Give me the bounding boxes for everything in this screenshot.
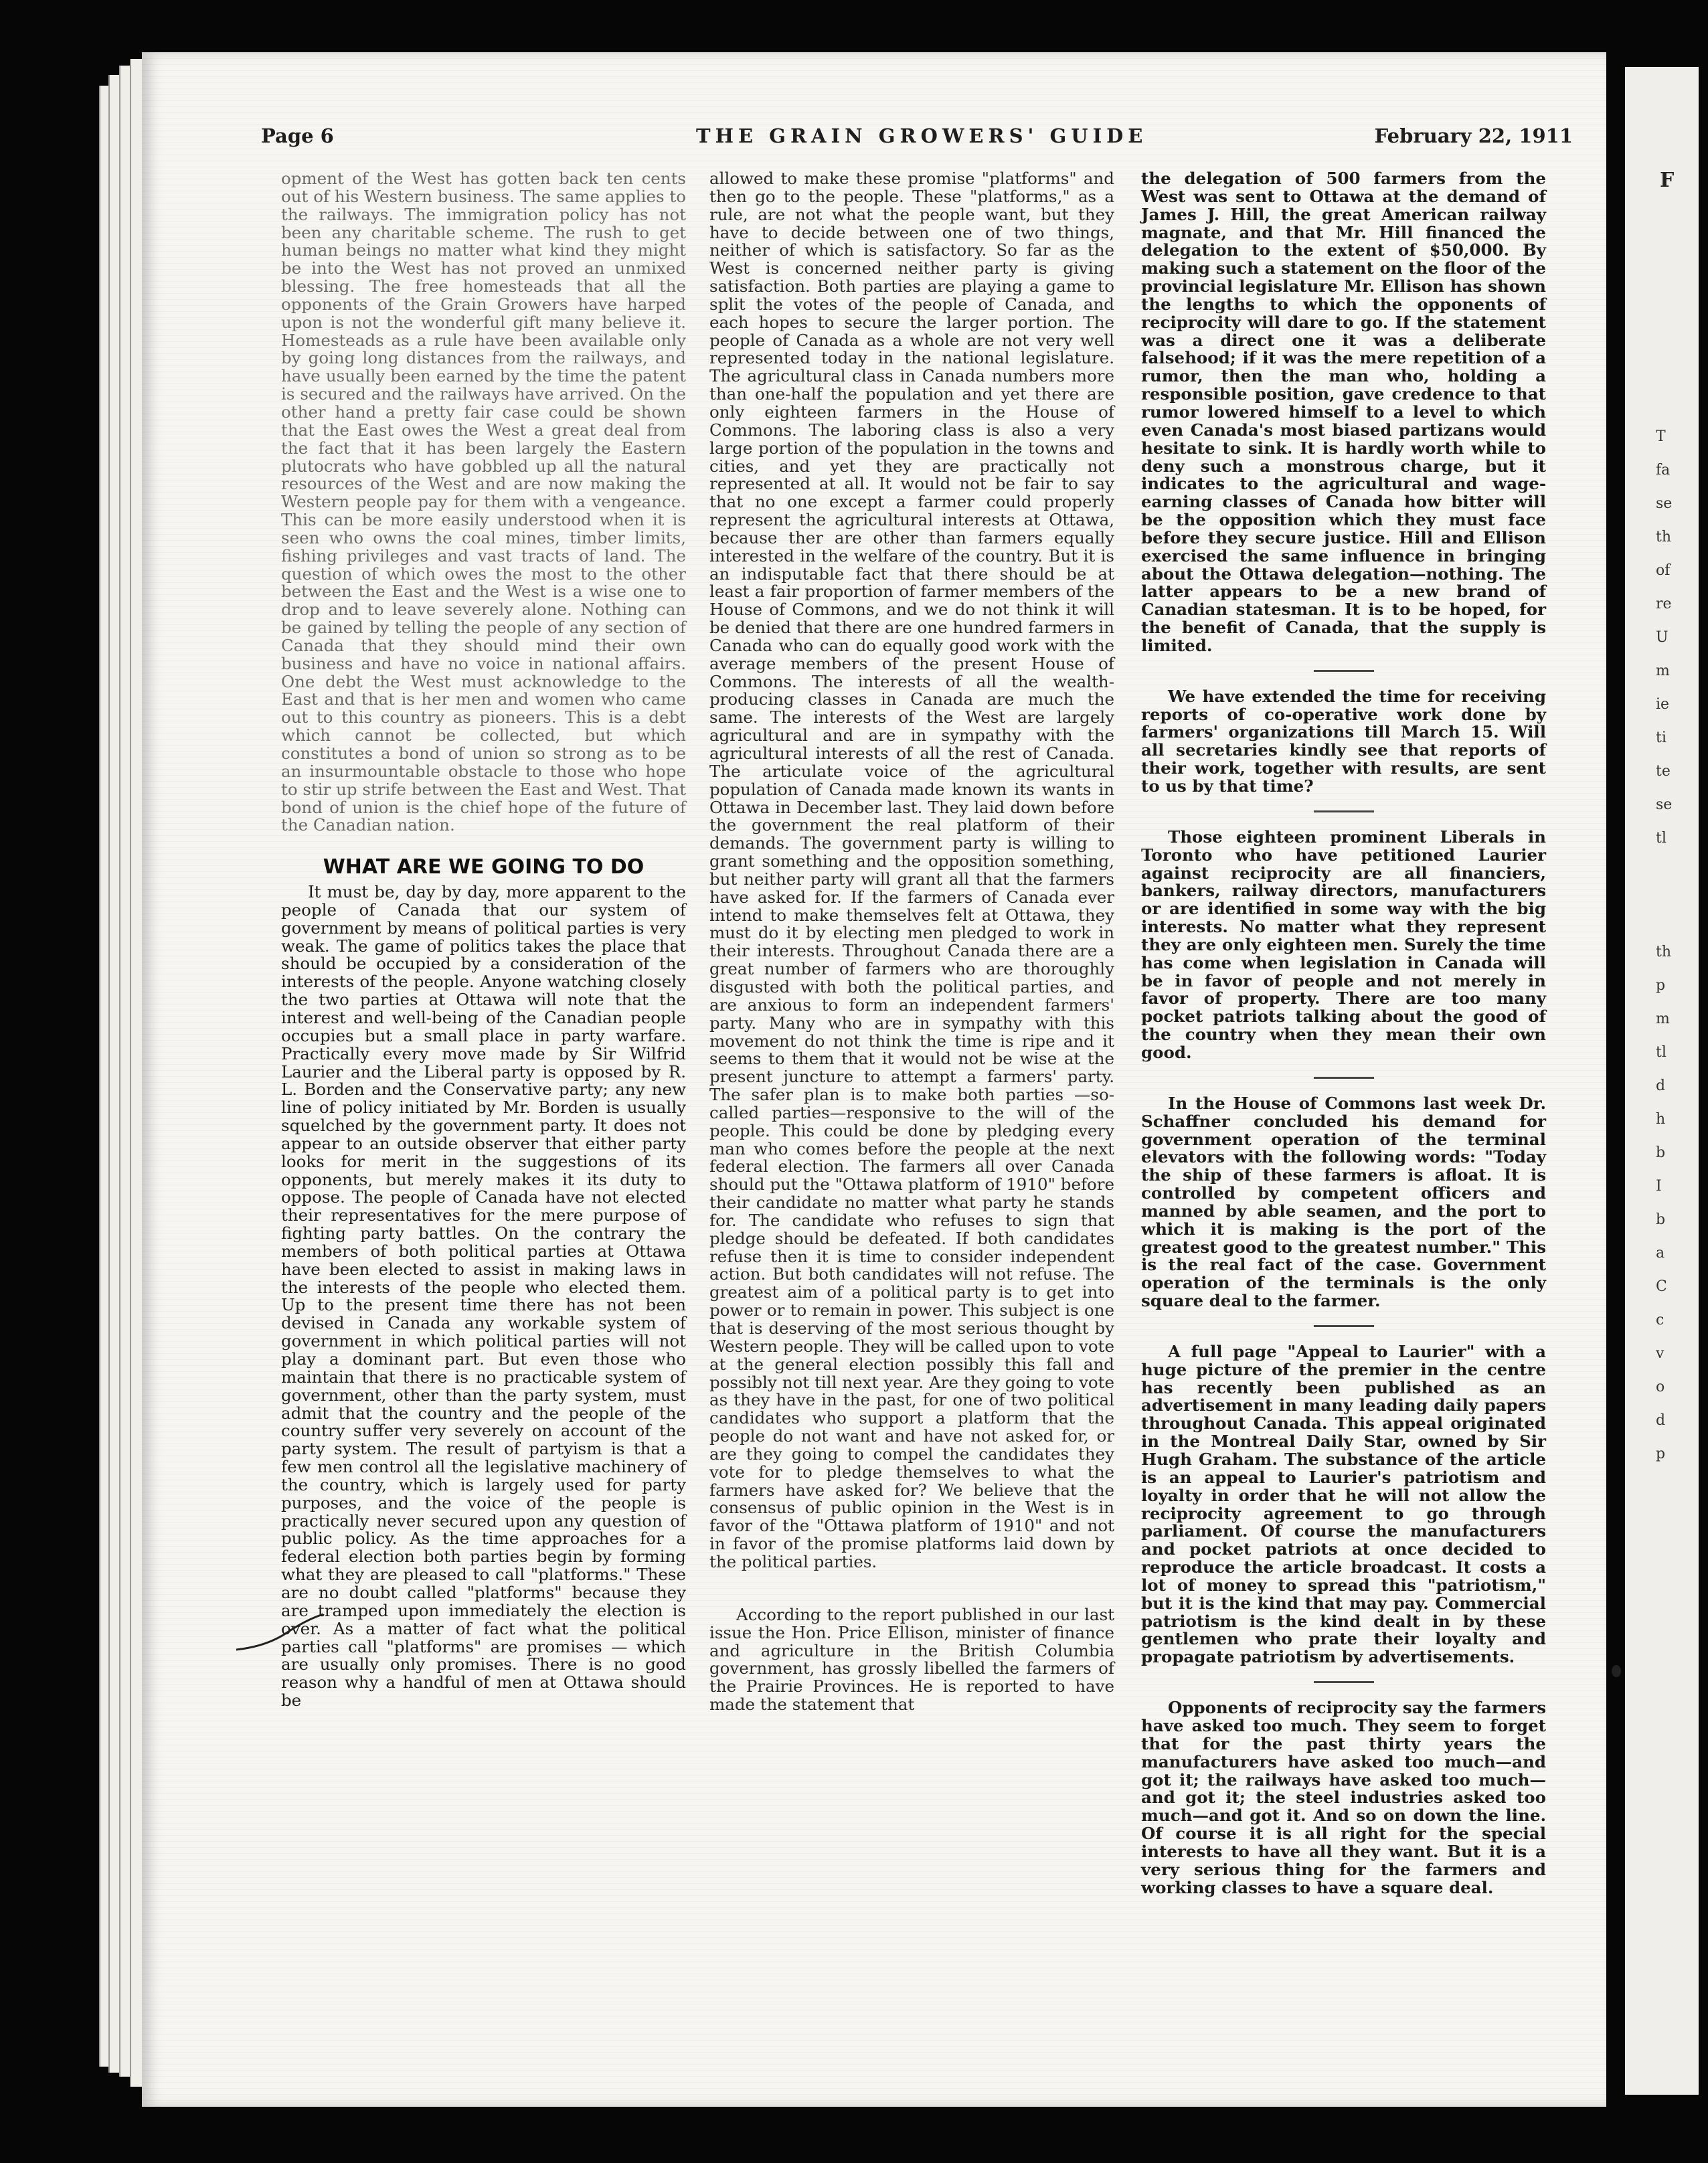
column-3 — [1141, 170, 1546, 1897]
ink-smudge — [1612, 1665, 1621, 1677]
adjacent-page-fragment: th — [1656, 944, 1672, 960]
adjacent-page-fragment: d — [1656, 1412, 1666, 1429]
adjacent-page-fragment: se — [1656, 796, 1673, 813]
article-paragraph: It must be, day by day, more apparent to the people of Canada that our system of government by means of political parties is very weak. The game of politics takes the place that should be occupied by a consideration of the interests of the people. Anyone watching closely the two parties at Ottawa will note that the interest and well-being of the Canadian people occupies but a small place in party warfare. Practically every move made by Sir Wilfrid Laurier and the Liberal party is opposed by R. L. Borden and the Conservative party; any new line of policy initiated by Mr. Borden is usually squelched by the government party. It does not appear to an outside observer that either party looks for merit in the suggestions of its opponents, but merely makes it its duty to oppose. The people of Canada have not elected their representatives for the mere purpose of fighting party battles. On the contrary the members of both political parties at Ottawa have been elected to assist in making laws in the interests of the people who elected them. Up to the present time there has not been devised in Canada any workable system of government in which political parties will not play a dominant part. But even those who maintain that there is no practicable system of government, other than the party system, must admit that the country and the people of the country suffer very severely on account of the party system. The result of partyism is that a few men control all the legislative machinery of the country, which is largely used for party purposes, and the voice of the people is practically never secured upon any question of public policy. As the time approaches for a federal election both parties begin by forming what they are pleased to call "platforms." These are no doubt called "platforms" because they are tramped upon immediately the election is over. As a matter of fact what the political parties call "platforms" are promises — which are usually only promises. There is no good reason why a handful of men at Ottawa should be — [281, 882, 686, 1711]
adjacent-page-fragment: C — [1656, 1278, 1667, 1295]
adjacent-page-fragment: te — [1656, 763, 1671, 780]
editorial-heading: WHAT ARE WE GOING TO DO — [323, 855, 645, 879]
adjacent-page-fragment: m — [1656, 1011, 1670, 1027]
adjacent-page-fragment: fa — [1656, 462, 1671, 479]
adjacent-page-fragment: m — [1656, 663, 1670, 679]
adjacent-page-fragment: p — [1656, 1446, 1666, 1462]
section-rule — [1314, 670, 1374, 672]
adjacent-page-fragment: th — [1656, 529, 1672, 545]
article-paragraph: Opponents of reciprocity say the farmers have asked too much. They seem to forget that for the past thirty years the manufacturers have asked too much—and got it; the railways have asked too much—and got it; the steel industries asked too much—and got it. And so on down the line. Of course it is all right for the special interests to have all they want. But it is a very serious thing for the farmers and working classes to have a square deal. — [1141, 1698, 1546, 1897]
article-paragraph: We have extended the time for receiving reports of co-operative work done by farmers' organizations till March 15. Will all secretaries kindly see that reports of their work, together with results, are sent to us by that time? — [1141, 686, 1546, 796]
adjacent-page-fragment: o — [1656, 1379, 1665, 1395]
adjacent-page-fragment: tl — [1656, 830, 1667, 847]
article-paragraph: According to the report published in our last issue the Hon. Price Ellison, minister of finance and agriculture in the British Columbia government, has grossly libelled the farmers of the Prairie Provinces. He is reported to have made the statement that — [709, 1604, 1114, 1715]
article-paragraph: Those eighteen prominent Liberals in Toronto who have petitioned Laurier against reciprocity are all financiers, bankers, railway directors, manufacturers or are identified in some way with the big interests. No matter what they represent they are only eighteen men. Surely the time has come when legislation in Canada will be in favor of people and not merely in favor of property. There are too many pocket patriots talking about the good of the country when they mean their own good. — [1141, 827, 1546, 1062]
adjacent-page-fragment: ie — [1656, 696, 1670, 713]
adjacent-page-fragment: se — [1656, 495, 1673, 512]
adjacent-page-fragment: tl — [1656, 1044, 1667, 1061]
section-rule — [1314, 1325, 1374, 1327]
article-paragraph: allowed to make these promise "platforms" and then go to the people. These "platforms," as a rule, are not what the people want, but they have to decide between one of two things, neither of which is satisfactory. So far as the West is concerned neither party is giving satisfaction. Both parties are playing a game to split the votes of the people of Canada, and each hopes to secure the larger portion. The people of Canada as a whole are not very well represented today in the national legislature. The agricultural class in Canada numbers more than one-half the population and yet there are only eighteen farmers in the House of Commons. The laboring class is also a very large portion of the population in the towns and cities, and yet they are practically not represented at all. It would not be fair to say that no one except a farmer could properly represent the agricultural interests at Ottawa, because ther are other than farmers equally interested in the welfare of the country. But it is an indisputable fact that there should be at least a fair proportion of farmer members of the House of Commons, and we do not think it will be denied that there are one hundred farmers in Canada who can do equally good work with the average members of the present House of Commons. The interests of all the wealth-producing classes in Canada are much the same. The interests of the West are largely agricultural and are in sympathy with the agricultural interests of all the rest of Canada. The articulate voice of the agricultural population of Canada made known its wants in Ottawa in December last. They laid down before the government the real platform of their demands. The government party is willing to grant something and the opposition something, but neither party will grant all that the farmers have asked for. If the farmers of Canada ever intend to make themselves felt at Ottawa, they must do it by electing men pledged to work in their interests. Throughout Canada there are a great number of farmers who are thoroughly disgusted with both the political parties, and are anxious to form an independent farmers' party. Many who are in sympathy with this movement do not think the time is ripe and it seems to them that it would not be wise at the present juncture to attempt a farmers' party. The safer plan is to make both parties —so-called parties—responsive to the will of the people. This could be done by pledging every man who comes before the people at the next federal election. The farmers all over Canada should put the "Ottawa platform of 1910" before their candidate no matter what party he stands for. The candidate who refuses to sign that pledge should be defeated. If both candidates refuse then it is time to consider independent action. But both candidates will not refuse. The greatest aim of a political party is to get into power or to remain in power. This subject is one that is deserving of the most serious thought by Western people. They will be called upon to vote at the general election possibly this fall and possibly not till next year. Are they going to vote as they have in the past, for one of two political candidates who support a platform that the people do not want and have not asked for, or are they going to compel the candidates they vote for to pledge themselves to what the farmers have asked for? We believe that the consensus of public opinion in the West is in favor of the "Ottawa platform of 1910" and not in favor of the promise platforms laid down by the political parties. — [709, 169, 1114, 1571]
adjacent-page-fragment: v — [1656, 1345, 1664, 1362]
adjacent-page-fragment: I — [1656, 1178, 1662, 1195]
adjacent-page-fragment: of — [1656, 562, 1671, 579]
adjacent-page-fragment: a — [1656, 1245, 1665, 1262]
adjacent-page-fragment: p — [1656, 977, 1666, 994]
adjacent-page-fragment: U — [1656, 629, 1669, 646]
adjacent-page-fragment: c — [1656, 1312, 1664, 1328]
section-rule — [1314, 1681, 1374, 1683]
article-paragraph: A full page "Appeal to Laurier" with a huge picture of the premier in the centre has recently been published as an advertisement in many leading daily papers throughout Canada. This appeal originated in the Montreal Daily Star, owned by Sir Hugh Graham. The substance of the article is an appeal to Laurier's patriotism and loyalty in order that he will not allow the reciprocity agreement to go through parliament. Of course the manufacturers and pocket patriots at once decided to reproduce the article broadcast. It costs a lot of money to spread this "patriotism," but it is the kind that may pay. Commercial patriotism is the kind dealt in by these gentlemen who prate their loyalty and propagate patriotism by advertisements. — [1141, 1341, 1546, 1667]
column-2 — [709, 170, 1114, 1714]
pencil-check-mark — [233, 1613, 327, 1653]
paragraph-gap — [709, 1571, 1114, 1606]
adjacent-page-fragment: b — [1656, 1211, 1666, 1228]
adjacent-page-letter: F — [1660, 169, 1675, 192]
adjacent-page-fragment: ti — [1656, 729, 1667, 746]
issue-date: February 22, 1911 — [1374, 124, 1573, 147]
article-paragraph: the delegation of 500 farmers from the West was sent to Ottawa at the demand of James J. Hill, the great American railway magnate, and that Mr. Hill financed the delegation to the extent of $50,000. By making such a statement on the floor of the provincial legislature Mr. Ellison has shown the lengths to which the opponents of reciprocity will dare to go. If the statement was a direct one it was a deliberate falsehood; if it was the mere repetition of a rumor, then the man who, holding a responsible position, gave credence to that rumor lowered himself to a level to which even Canada's most biased partizans would hesitate to sink. It is hardly worth while to deny such a monstrous charge, but it indicates to the agricultural and wage-earning classes of Canada how bitter will be the opposition which they must face before they secure justice. Hill and Ellison exercised the same influence in bringing about the Ottawa delegation—nothing. The latter appears to be a new brand of Canadian statesman. It is to be hoped, for the benefit of Canada, that the supply is limited. — [1141, 169, 1546, 655]
newspaper-title: THE GRAIN GROWERS' GUIDE — [696, 124, 1148, 147]
page-number: Page 6 — [261, 124, 334, 147]
section-rule — [1314, 1077, 1374, 1079]
adjacent-page-fragment: d — [1656, 1077, 1666, 1094]
article-paragraph: In the House of Commons last week Dr. Schaffner concluded his demand for government operation of the terminal elevators with the following words: "Today the ship of these farmers is afloat. It is controlled by competent officers and manned by able seamen, and the port to which it is making is the port of the greatest good to the greatest number." This is the real fact of the case. Government operation of the terminals is the only square deal to the farmer. — [1141, 1093, 1546, 1311]
adjacent-page-fragment: T — [1656, 428, 1666, 445]
section-rule — [1314, 810, 1374, 812]
masthead — [261, 124, 1573, 151]
article-paragraph: opment of the West has gotten back ten cents out of his Western business. The same applies to the railways. The immigration policy has not been any charitable scheme. The rush to get human beings no matter what kind they might be into the West has not proved an unmixed blessing. The free homesteads that all the opponents of the Grain Growers have harped upon is not the wonderful gift many believe it. Homesteads as a rule have been available only by going long distances from the railways, and have usually been earned by the time the patent is secured and the railways have arrived. On the other hand a pretty fair case could be shown that the East owes the West a great deal from the fact that it has been largely the Eastern plutocrats who have gobbled up all the natural resources of the West and are now making the Western people pay for them with a vengeance. This can be more easily understood when it is seen who owns the coal mines, timber limits, fishing privileges and vast tracts of land. The question of which owes the most to the other between the East and the West is a wise one to drop and to leave severely alone. Nothing can be gained by telling the people of any section of Canada that they should mind their own business and have no voice in national affairs. One debt the West must acknowledge to the East and that is her men and women who came out to this country as pioneers. This is a debt which cannot be collected, but which constitutes a bond of union so strong as to be an insurmountable obstacle to those who hope to stir up strife between the East and West. That bond of union is the chief hope of the future of the Canadian nation. — [281, 169, 686, 835]
adjacent-page-edge — [1625, 67, 1699, 2095]
adjacent-page-fragment: h — [1656, 1111, 1666, 1128]
column-1 — [281, 170, 686, 1710]
adjacent-page-fragment: re — [1656, 596, 1672, 612]
adjacent-page-fragment: b — [1656, 1144, 1666, 1161]
